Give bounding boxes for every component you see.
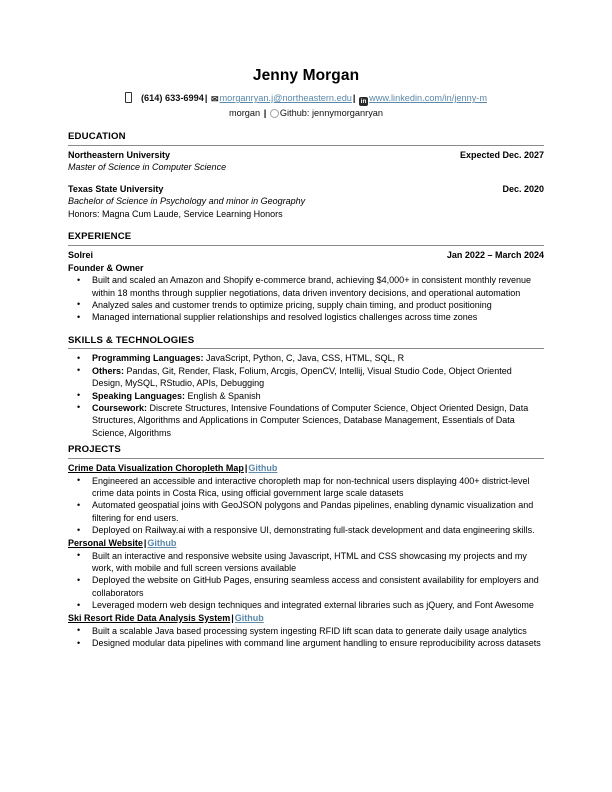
list-item: • Built and scaled an Amazon and Shopify e-commerce brand, achieving $4,000+ in consistent monthly revenue within 18 months through supplier negotiations, data driven inventory decisions, and operational automation — [68, 274, 544, 299]
skill-value: Discrete Structures, Intensive Foundations of Computer Science, Object Oriented Design, Data Structures, Algorithms and Applications in Computer Sciences, Database Management, Essentials of Data Science, Algorithms — [92, 402, 529, 438]
mobile-phone-icon — [125, 92, 132, 103]
project-entry — [68, 462, 544, 537]
contact-separator-1: | — [204, 93, 208, 103]
list-item: • Analyzed sales and customer trends to optimize pricing, supply chain timing, and product positioning — [68, 299, 544, 311]
project-title-row — [68, 612, 544, 625]
phone-number: (614) 633-6994 — [140, 93, 204, 103]
linkedin-link-wrap: morgan — [228, 107, 261, 118]
github-handle: Github: jennymorganryan — [279, 107, 384, 118]
school-name: Northeastern University — [68, 149, 171, 160]
employment-date: Jan 2022 – March 2024 — [446, 249, 544, 260]
job-title: Founder & Owner — [68, 262, 144, 273]
list-item — [68, 390, 544, 402]
skill-label: Speaking Languages: — [92, 390, 186, 401]
envelope-icon: ✉ — [210, 94, 219, 104]
skills-bullet-list — [68, 352, 544, 439]
degree-name: Bachelor of Science in Psychology and minor in Geography — [68, 196, 306, 207]
github-icon — [270, 109, 279, 118]
project-github-link[interactable]: Github — [234, 612, 264, 623]
list-item — [68, 402, 544, 439]
list-item: • Built a scalable Java based processing system ingesting RFID lift scan data to generate daily usage analytics — [68, 625, 544, 637]
education-section — [68, 131, 544, 220]
list-item: • Automated geospatial joins with GeoJSON polygons and Pandas pipelines, enabling dynamic visualization and filtering for end users. — [68, 499, 544, 524]
education-entry-row — [68, 183, 544, 196]
project-name: Crime Data Visualization Choropleth Map — [68, 462, 244, 473]
list-item: • Leveraged modern web design techniques and integrated external libraries such as jQuery, and Font Awesome — [68, 599, 544, 611]
resume-header — [68, 66, 544, 120]
skill-label: Others: — [92, 365, 125, 376]
project-title-row — [68, 462, 544, 475]
list-item: • Managed international supplier relationships and resolved logistics challenges across time zones — [68, 311, 544, 323]
contact-separator-2: | — [352, 93, 356, 103]
experience-bullet-list — [68, 274, 544, 324]
list-item: • Deployed the website on GitHub Pages, ensuring seamless access and consistent availability for employers and collaborators — [68, 574, 544, 599]
project-separator: | — [231, 612, 234, 623]
project-entry — [68, 612, 544, 650]
project-github-link[interactable]: Github — [147, 537, 177, 548]
list-item: • Built an interactive and responsive website using Javascript, HTML and CSS showcasing my projects and my work, with mobile and full screen versions available — [68, 550, 544, 575]
page-title: Jenny Morgan — [252, 67, 360, 84]
education-entry — [68, 149, 544, 174]
list-item: • Designed modular data pipelines with command line argument handling to ensure reproducibility across datasets — [68, 637, 544, 649]
project-bullet-list — [68, 475, 544, 537]
projects-heading: PROJECTS — [68, 444, 544, 459]
linkedin-icon: in — [360, 98, 367, 105]
projects-section — [68, 444, 544, 649]
project-bullet-list — [68, 550, 544, 612]
project-separator: | — [143, 537, 147, 548]
experience-heading: EXPERIENCE — [68, 231, 544, 246]
education-heading: EDUCATION — [68, 131, 544, 146]
list-item: • Deployed on Railway.ai with a responsive UI, demonstrating full-stack development and data engineering skills. — [68, 524, 544, 536]
project-title-row — [68, 537, 544, 550]
project-entry — [68, 537, 544, 612]
experience-section — [68, 231, 544, 323]
skill-value: English & Spanish — [185, 390, 261, 401]
contact-line-2 — [68, 106, 544, 121]
project-name: Ski Resort Ride Data Analysis System — [68, 612, 231, 623]
skills-heading: SKILLS & TECHNOLOGIES — [68, 335, 544, 350]
list-item — [68, 352, 544, 364]
experience-entry — [68, 249, 544, 324]
project-name: Personal Website — [68, 537, 143, 548]
project-separator: | — [244, 462, 248, 473]
contact-separator-3: | — [263, 107, 267, 118]
project-github-link[interactable]: Github — [248, 462, 278, 473]
education-entry-row — [68, 149, 544, 162]
list-item: • Engineered an accessible and interactive choropleth map for non-technical users displaying 400+ district-level crime data points in Costa Rica, using official government large scale datasets — [68, 475, 544, 500]
skill-label: Programming Languages: — [92, 353, 204, 364]
school-name: Texas State University — [68, 183, 164, 194]
education-entry — [68, 183, 544, 221]
skill-value: JavaScript, Python, C, Java, CSS, HTML, SQL, R — [203, 353, 405, 364]
school-date: Expected Dec. 2027 — [459, 149, 544, 160]
school-date: Dec. 2020 — [502, 183, 544, 194]
experience-entry-row — [68, 249, 544, 262]
skill-label: Coursework: — [92, 402, 148, 413]
honors-line: Honors: Magna Cum Laude, Service Learning Honors — [68, 208, 283, 219]
contact-line-1 — [68, 91, 544, 106]
project-bullet-list — [68, 625, 544, 650]
list-item — [68, 365, 544, 390]
company-name: Solrei — [68, 249, 94, 260]
skill-value: Pandas, Git, Render, Flask, Folium, Arcgis, OpenCV, Intellij, Visual Studio Code, Object Oriented Design, MySQL, RStudio, APIs, Debugging — [92, 365, 512, 389]
email-link[interactable]: morganryan.j@northeastern.edu — [219, 93, 352, 103]
linkedin-link[interactable]: www.linkedin.com/in/jenny-m — [369, 93, 488, 103]
skills-section — [68, 335, 544, 439]
degree-name: Master of Science in Computer Science — [68, 162, 227, 173]
